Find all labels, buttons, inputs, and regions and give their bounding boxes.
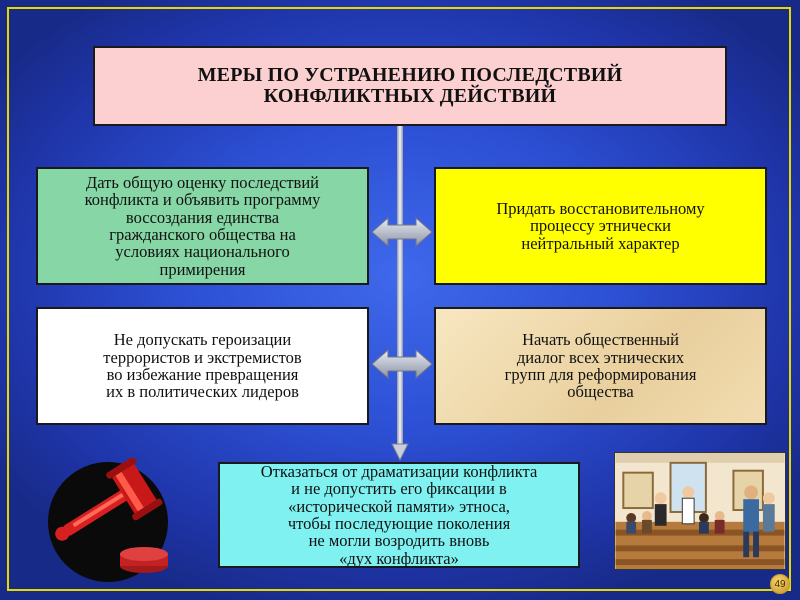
measure-box-public-dialogue: Начать общественный диалог всех этнических групп для реформирования общества [434,307,767,425]
measure-box-neutral-character: Придать восстановительному процессу этнически нейтральный характер [434,167,767,285]
courtroom-illustration [614,452,786,570]
slide-title: МЕРЫ ПО УСТРАНЕНИЮ ПОСЛЕДСТВИЙ КОНФЛИКТНЫХ ДЕЙСТВИЙ [93,46,727,126]
measure-box-no-dramatization: Отказаться от драматизации конфликта и не допустить его фиксации в «исторической памяти» этноса, чтобы последующие поколения не могли возродить вновь «дух конфликта» [218,462,580,568]
measure-box-assessment: Дать общую оценку последствий конфликта и объявить программу воссоздания единства гражданского общества на условиях национального примирения [36,167,369,285]
measure-box-no-heroization: Не допускать героизации террористов и экстремистов во избежание превращения их в политических лидеров [36,307,369,425]
connector-arrowhead [392,444,408,460]
gavel-icon [40,458,180,584]
page-number-badge: 49 [770,574,790,594]
vertical-connector [397,126,403,446]
